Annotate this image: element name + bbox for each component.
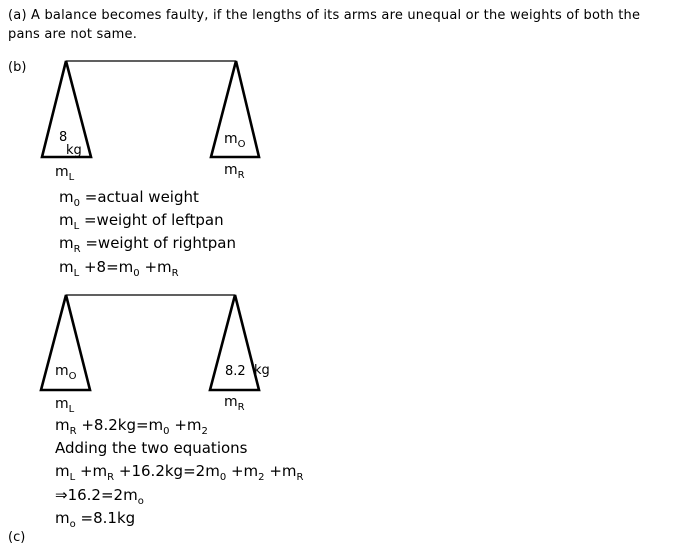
right-pan-mass-label: $m_O$ (224, 131, 246, 150)
left-pan-weight-unit: kg (66, 143, 82, 158)
equation-2: $m_R +8.2kg=m_0 +m_2$ (55, 416, 208, 437)
equation-result: $m_o =8.1kg$ (55, 509, 136, 530)
left-pan-weight-value: 8 (59, 130, 68, 145)
def-left-pan: $m_L$ =weight of leftpan (59, 211, 224, 232)
left-pan-mass-label: $m_O$ (55, 363, 77, 382)
def-actual-weight: $m_0$ =actual weight (59, 188, 199, 209)
adding-text: Adding the two equations (55, 439, 248, 457)
right-pan-label: $m_R$ (224, 162, 245, 181)
left-pan-label-2: $m_L$ (55, 396, 75, 415)
equation-sum: $m_L +m_R +16.2kg=2m_0 +m_2 +m_R$ (55, 462, 304, 483)
equation-simplified: $\Rightarrow 16.2=2m_o$ (55, 486, 144, 507)
part-a-text: (a) A balance becomes faulty, if the lengths of its arms are unequal or the weights of both the pans are not same. (8, 8, 641, 42)
part-b-label: (b) (8, 60, 27, 75)
left-pan-label: $m_L$ (55, 164, 75, 183)
part-c-label: (c) (8, 530, 26, 545)
right-pan-weight-value: 8.2 (225, 364, 246, 379)
right-pan-weight-unit: kg (254, 363, 270, 378)
def-right-pan: $m_R$ =weight of rightpan (59, 234, 236, 255)
right-pan-label-2: $m_R$ (224, 394, 245, 413)
equation-1: $m_L +8=m_0 +m_R$ (59, 258, 179, 279)
